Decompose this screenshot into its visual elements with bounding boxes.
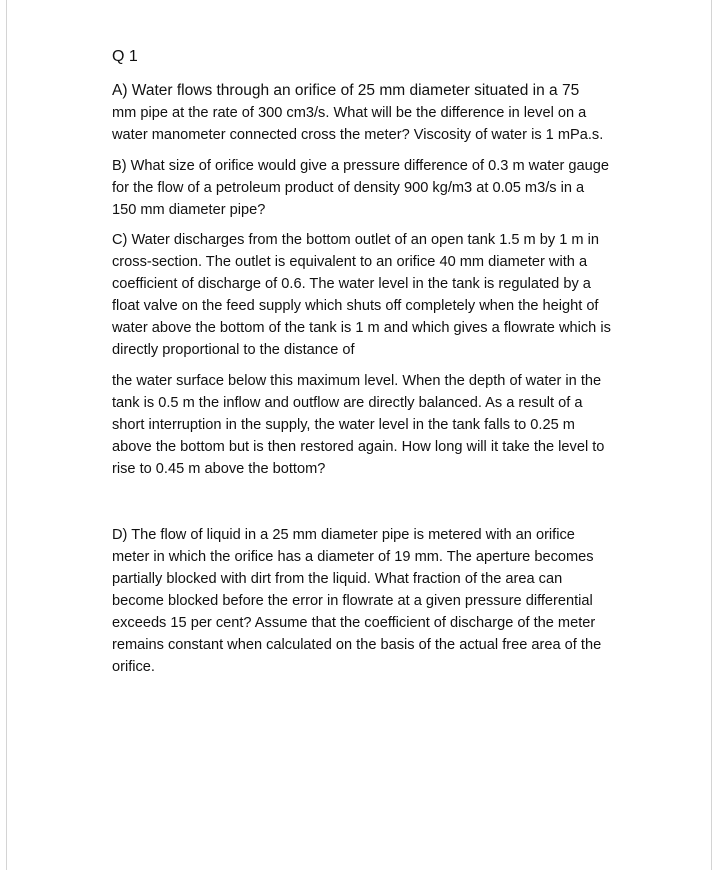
document-content (112, 46, 612, 678)
part-c-text-first: C) Water discharges from the bottom outlet of an open tank 1.5 m by 1 m in cross-section. The outlet is equivalent to an orifice 40 mm diameter with a coefficient of discharge of 0.6. The water level in the tank is regulated by a float valve on the feed supply which shuts off completely when the height of water above the bottom of the tank is 1 m and which gives a flowrate which is directly proportional to the distance of (112, 232, 611, 358)
part-d-text: D) The flow of liquid in a 25 mm diameter pipe is metered with an orifice meter in which the orifice has a diameter of 19 mm. The aperture becomes partially blocked with dirt from the liquid. What fraction of the area can become blocked before the error in flowrate at a given pressure differential exceeds 15 per cent? Assume that the coefficient of discharge of the meter remains constant when calculated on the basis of the actual free area of the orifice. (112, 527, 602, 675)
document-page (6, 0, 712, 870)
part-a-text: mm pipe at the rate of 300 cm3/s. What will be the difference in level on a water manometer connected cross the meter? Viscosity of water is 1 mPa.s. (112, 105, 604, 143)
part-b-text: B) What size of orifice would give a pressure difference of 0.3 m water gauge for the flow of a petroleum product of density 900 kg/m3 at 0.05 m3/s in a 150 mm diameter pipe? (112, 158, 609, 218)
question-title: Q 1 (112, 48, 138, 65)
part-c-text-continued: the water surface below this maximum level. When the depth of water in the tank is 0.5 m the inflow and outflow are directly balanced. As a result of a short interruption in the supply, the water level in the tank falls to 0.25 m above the bottom but is then restored again. How long will it take the level to rise to 0.45 m above the bottom? (112, 373, 605, 477)
part-a-first-line: A) Water flows through an orifice of 25 mm diameter situated in a 75 (112, 82, 580, 99)
